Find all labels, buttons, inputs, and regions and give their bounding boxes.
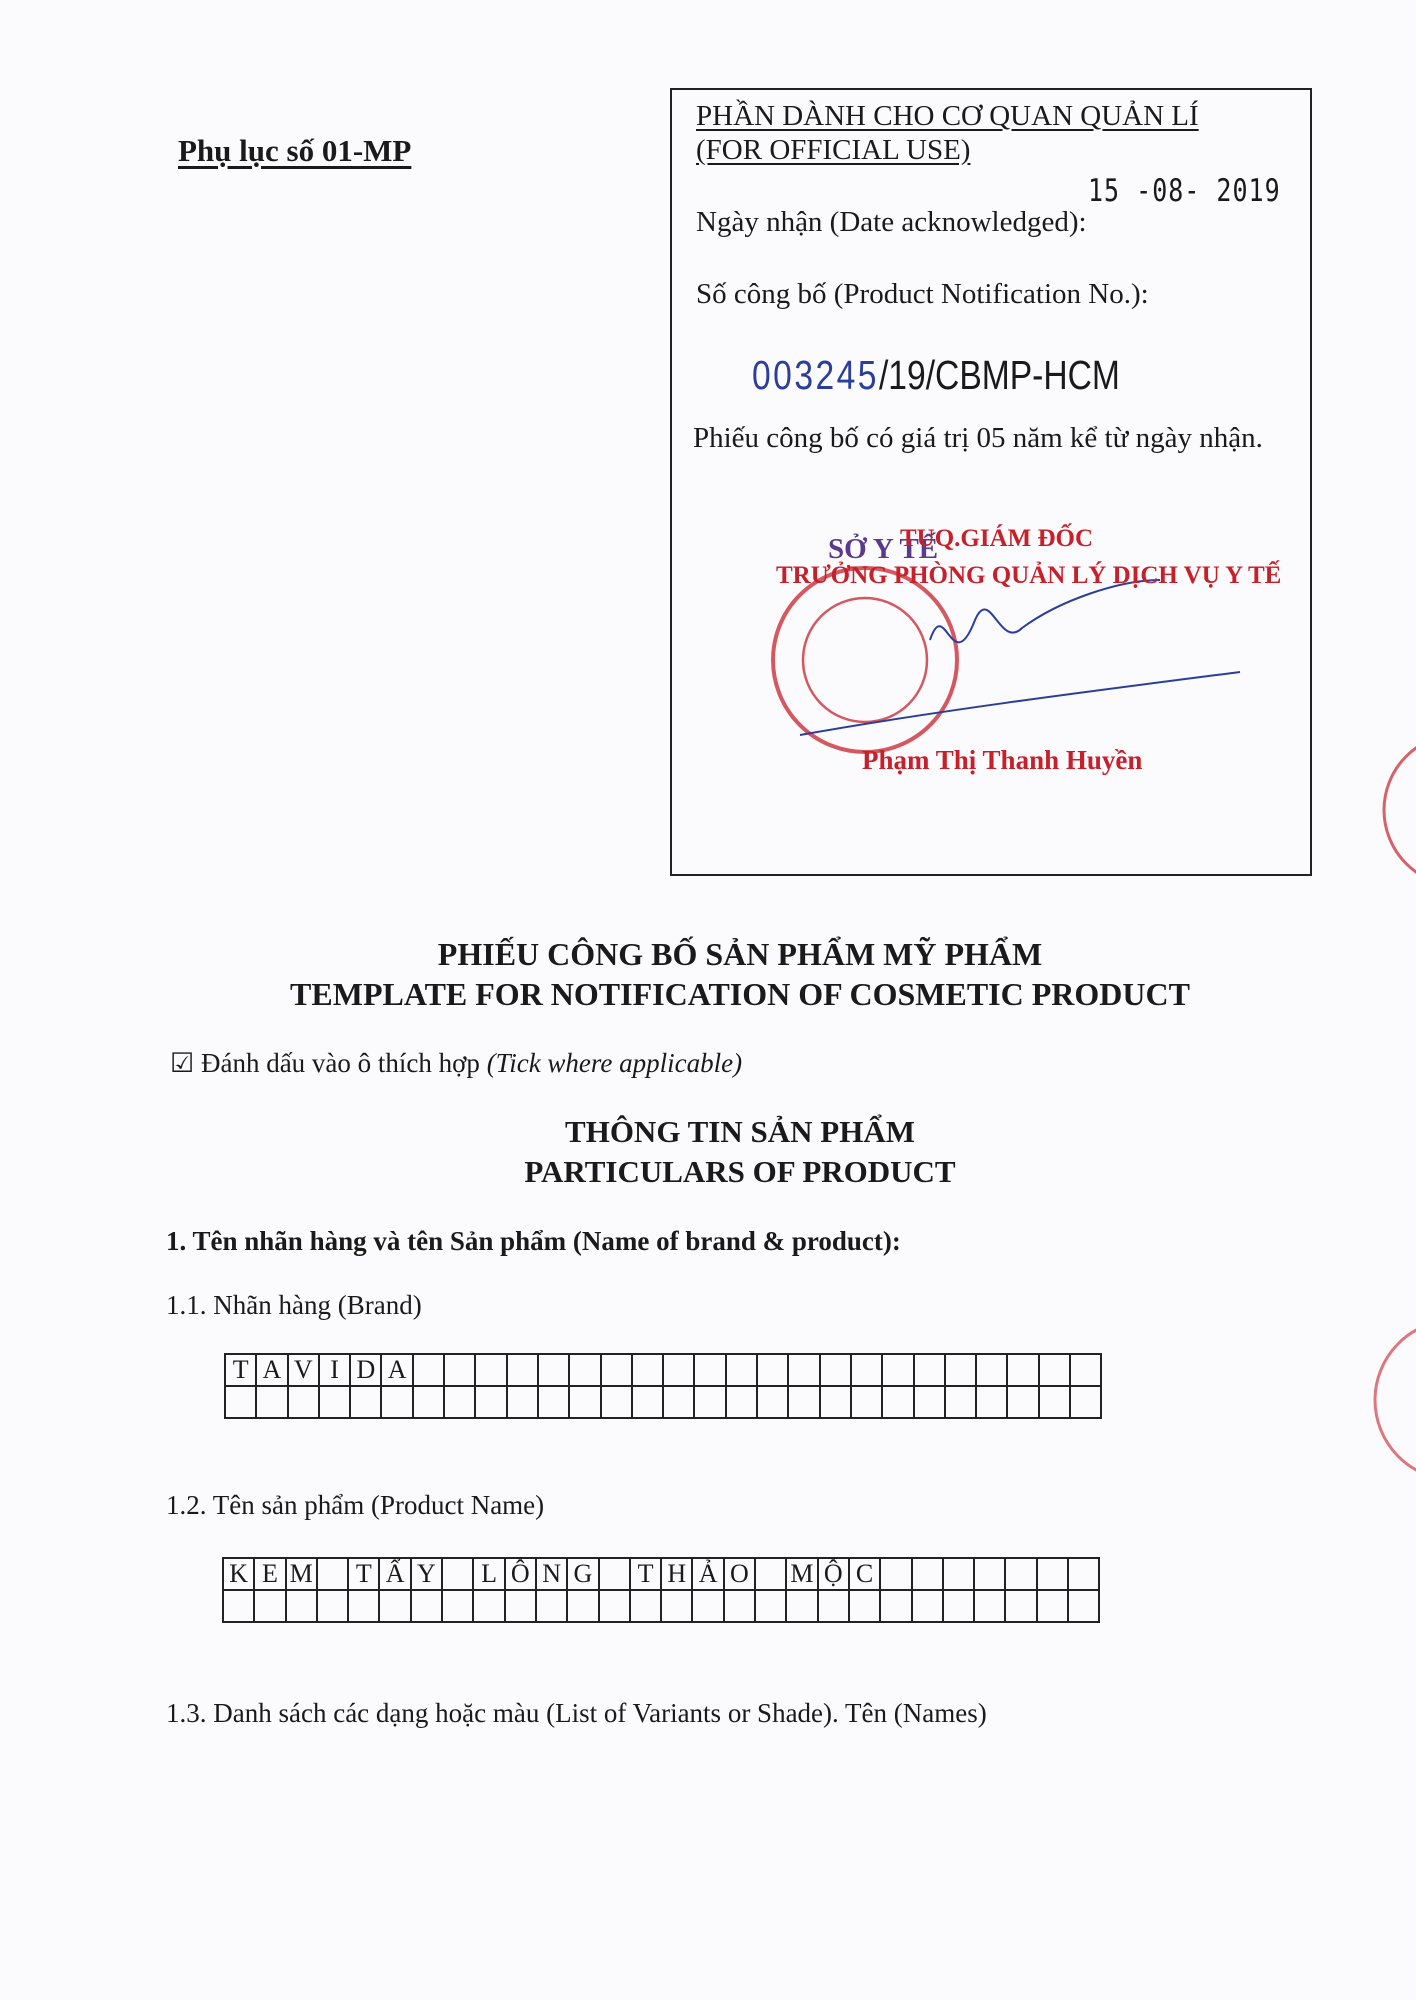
signatory-title-1: TUQ.GIÁM ĐỐC <box>900 525 1094 552</box>
product-name-grid-cell <box>755 1558 786 1590</box>
product-name-grid-cell <box>317 1590 348 1622</box>
date-stamp: 15 -08- 2019 <box>1088 172 1281 209</box>
product-name-grid-cell: Y <box>411 1558 442 1590</box>
section-title-en: PARTICULARS OF PRODUCT <box>524 1154 956 1189</box>
brand-grid <box>224 1353 1102 1419</box>
notification-number <box>752 352 1120 399</box>
brand-grid-cell <box>726 1354 757 1386</box>
product-name-grid <box>222 1557 1100 1623</box>
product-name-grid-cell <box>692 1590 723 1622</box>
brand-grid-cell <box>976 1354 1007 1386</box>
brand-grid-cell <box>601 1386 632 1418</box>
product-name-grid-cell: G <box>567 1558 598 1590</box>
brand-grid-cell <box>569 1386 600 1418</box>
product-name-grid-cell <box>567 1590 598 1622</box>
product-name-grid-cell: H <box>661 1558 692 1590</box>
brand-grid-cell <box>507 1354 538 1386</box>
seal-inner-ring <box>803 598 927 722</box>
product-name-grid-cell: Ả <box>692 1558 723 1590</box>
brand-grid-cell <box>976 1386 1007 1418</box>
product-name-grid-cell <box>849 1590 880 1622</box>
product-name-grid-cell: Ô <box>505 1558 536 1590</box>
product-name-grid-cell: T <box>630 1558 661 1590</box>
brand-grid-cell <box>914 1386 945 1418</box>
brand-grid-cell: A <box>381 1354 412 1386</box>
product-name-grid-cell <box>223 1590 254 1622</box>
brand-grid-cell: I <box>319 1354 350 1386</box>
brand-grid-cell <box>538 1354 569 1386</box>
item-1-heading: 1. Tên nhãn hàng và tên Sản phẩm (Name of brand & product): <box>166 1226 901 1256</box>
product-name-grid-cell <box>1037 1590 1068 1622</box>
product-name-grid-cell <box>254 1590 285 1622</box>
brand-grid-cell: V <box>288 1354 319 1386</box>
brand-grid-cell <box>288 1386 319 1418</box>
product-name-grid-cell <box>1005 1558 1036 1590</box>
brand-grid-cell: A <box>256 1354 287 1386</box>
product-name-grid-cell <box>599 1558 630 1590</box>
product-name-grid-cell: Ộ <box>818 1558 849 1590</box>
product-name-grid-cell <box>818 1590 849 1622</box>
product-name-grid-cell <box>317 1558 348 1590</box>
brand-grid-cell <box>538 1386 569 1418</box>
product-name-grid-cell: C <box>849 1558 880 1590</box>
product-name-grid-cell <box>661 1590 692 1622</box>
checkbox-icon: ☑ <box>170 1048 195 1078</box>
brand-grid-cell: T <box>225 1354 256 1386</box>
product-name-grid-cell: M <box>786 1558 817 1590</box>
product-name-grid-cell <box>630 1590 661 1622</box>
brand-grid-cell <box>882 1354 913 1386</box>
official-heading-en: (FOR OFFICIAL USE) <box>696 134 971 166</box>
edge-seal-bottom <box>1370 1310 1416 1490</box>
signatory-title-2: TRƯỞNG PHÒNG QUẢN LÝ DỊCH VỤ Y TẾ <box>776 562 1282 589</box>
brand-grid-cell <box>914 1354 945 1386</box>
brand-grid-cell <box>413 1386 444 1418</box>
product-name-grid-row <box>223 1590 1099 1622</box>
item-1-3-label: 1.3. Danh sách các dạng hoặc màu (List of Variants or Shade). Tên (Names) <box>166 1698 987 1728</box>
brand-grid-row <box>225 1386 1101 1418</box>
product-name-grid-cell <box>974 1590 1005 1622</box>
edge-seal-top <box>1380 730 1416 890</box>
product-name-grid-cell <box>1037 1558 1068 1590</box>
brand-grid-cell <box>319 1386 350 1418</box>
brand-grid-cell <box>475 1386 506 1418</box>
notification-number-stamp: 003245 <box>752 352 879 398</box>
brand-grid-cell <box>820 1386 851 1418</box>
brand-grid-cell <box>350 1386 381 1418</box>
brand-grid-cell <box>444 1386 475 1418</box>
brand-grid-cell <box>601 1354 632 1386</box>
brand-grid-cell <box>788 1386 819 1418</box>
product-name-grid-cell <box>286 1590 317 1622</box>
brand-grid-cell <box>726 1386 757 1418</box>
item-1-2-label: 1.2. Tên sản phẩm (Product Name) <box>166 1490 545 1520</box>
product-name-grid-cell <box>724 1590 755 1622</box>
date-acknowledged-label: Ngày nhận (Date acknowledged): <box>696 206 1087 238</box>
product-name-grid-cell <box>442 1558 473 1590</box>
product-name-grid-cell <box>1068 1590 1099 1622</box>
brand-grid-cell <box>1007 1386 1038 1418</box>
brand-grid-cell <box>1039 1354 1070 1386</box>
seal-text: SỞ Y TẾ <box>828 533 939 565</box>
product-name-grid-cell: O <box>724 1558 755 1590</box>
signatory-name: Phạm Thị Thanh Huyền <box>862 745 1143 775</box>
product-name-grid-cell: N <box>536 1558 567 1590</box>
item-1-1-label: 1.1. Nhãn hàng (Brand) <box>166 1290 422 1320</box>
brand-grid-cell <box>225 1386 256 1418</box>
brand-grid-row <box>225 1354 1101 1386</box>
product-name-grid-cell <box>442 1590 473 1622</box>
validity-note: Phiếu công bố có giá trị 05 năm kể từ ngày nhận. <box>693 422 1263 454</box>
product-name-grid-cell <box>912 1590 943 1622</box>
product-name-grid-cell <box>348 1590 379 1622</box>
notification-number-suffix: /19/CBMP-HCM <box>878 352 1120 398</box>
product-name-grid-cell <box>379 1590 410 1622</box>
brand-grid-cell <box>413 1354 444 1386</box>
appendix-label: Phụ lục số 01-MP <box>178 133 412 168</box>
brand-grid-cell <box>757 1386 788 1418</box>
brand-grid-cell <box>1007 1354 1038 1386</box>
product-name-grid-cell: T <box>348 1558 379 1590</box>
brand-grid-cell <box>694 1354 725 1386</box>
brand-grid-cell <box>663 1386 694 1418</box>
brand-grid-cell <box>1070 1386 1101 1418</box>
product-name-grid-cell <box>473 1590 504 1622</box>
brand-grid-cell <box>1039 1386 1070 1418</box>
tick-instruction-vi: Đánh dấu vào ô thích hợp <box>200 1048 480 1078</box>
product-name-grid-cell: L <box>473 1558 504 1590</box>
product-name-grid-cell <box>1005 1590 1036 1622</box>
product-name-grid-cell <box>974 1558 1005 1590</box>
brand-grid-cell <box>632 1354 663 1386</box>
section-title-vi: THÔNG TIN SẢN PHẨM <box>565 1114 915 1149</box>
brand-grid-cell <box>788 1354 819 1386</box>
brand-grid-cell <box>475 1354 506 1386</box>
product-name-grid-cell <box>880 1558 911 1590</box>
brand-grid-cell <box>663 1354 694 1386</box>
product-name-grid-cell <box>880 1590 911 1622</box>
product-name-grid-cell: K <box>223 1558 254 1590</box>
brand-grid-cell <box>694 1386 725 1418</box>
product-name-grid-cell <box>505 1590 536 1622</box>
product-name-grid-cell <box>912 1558 943 1590</box>
brand-grid-cell <box>882 1386 913 1418</box>
brand-grid-cell <box>632 1386 663 1418</box>
product-name-grid-cell <box>536 1590 567 1622</box>
product-name-grid-cell <box>599 1590 630 1622</box>
official-heading-vi: PHẦN DÀNH CHO CƠ QUAN QUẢN LÍ <box>696 100 1199 132</box>
brand-grid-cell <box>851 1354 882 1386</box>
tick-instruction-en: (Tick where applicable) <box>486 1048 743 1078</box>
product-name-grid-cell <box>755 1590 786 1622</box>
brand-grid-cell <box>851 1386 882 1418</box>
brand-grid-cell <box>569 1354 600 1386</box>
product-name-grid-cell <box>1068 1558 1099 1590</box>
brand-grid-cell <box>381 1386 412 1418</box>
brand-grid-cell <box>820 1354 851 1386</box>
product-name-grid-cell: E <box>254 1558 285 1590</box>
brand-grid-cell <box>757 1354 788 1386</box>
brand-grid-cell <box>1070 1354 1101 1386</box>
brand-grid-cell <box>256 1386 287 1418</box>
product-name-grid-cell <box>943 1590 974 1622</box>
product-name-grid-cell: Ẩ <box>379 1558 410 1590</box>
product-name-grid-cell <box>411 1590 442 1622</box>
title-en: TEMPLATE FOR NOTIFICATION OF COSMETIC PRODUCT <box>290 976 1190 1012</box>
signature-underline <box>800 672 1240 735</box>
brand-grid-cell: D <box>350 1354 381 1386</box>
title-vi: PHIẾU CÔNG BỐ SẢN PHẨM MỸ PHẨM <box>437 936 1043 972</box>
brand-grid-cell <box>507 1386 538 1418</box>
product-name-grid-cell <box>786 1590 817 1622</box>
notification-number-label: Số công bố (Product Notification No.): <box>696 278 1149 310</box>
product-name-grid-row <box>223 1558 1099 1590</box>
brand-grid-cell <box>945 1386 976 1418</box>
brand-grid-cell <box>945 1354 976 1386</box>
product-name-grid-cell <box>943 1558 974 1590</box>
tick-instruction <box>170 1048 742 1079</box>
brand-grid-cell <box>444 1354 475 1386</box>
product-name-grid-cell: M <box>286 1558 317 1590</box>
